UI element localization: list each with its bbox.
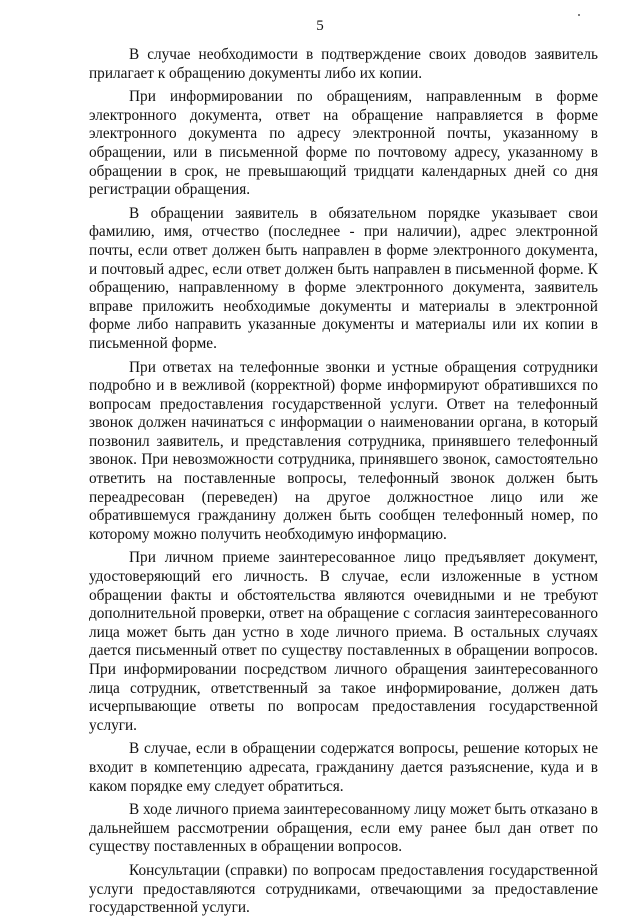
paragraph-7: В ходе личного приема заинтересованному лицу может быть отказано в дальнейшем рассмотрении обращения, если ему ранее был дан ответ по существу поставленных в обращении вопросов. [89, 801, 598, 856]
body-text [89, 46, 598, 923]
paragraph-6: В случае, если в обращении содержатся вопросы, решение которых не входит в компетенцию адресата, гражданину дается разъяснение, куда и в каком порядке ему следует обратиться. [89, 740, 598, 795]
paragraph-4: При ответах на телефонные звонки и устные обращения сотрудники подробно и в вежливой (корректной) форме информируют обратившихся по вопросам предоставления государственной услуги. Ответ на телефонный звонок должен начинаться с информации о наименовании органа, в который позвонил заявитель, и представления сотрудника, принявшего телефонный звонок. При невозможности сотрудника, принявшего звонок, самостоятельно ответить на поставленные вопросы, телефонный звонок должен быть переадресован (переведен) на другое должностное лицо или же обратившемуся гражданину должен быть сообщен телефонный номер, по которому можно получить необходимую информацию. [89, 358, 598, 543]
scan-speck [578, 14, 580, 16]
paragraph-3: В обращении заявитель в обязательном порядке указывает свои фамилию, имя, отчество (последнее - при наличии), адрес электронной почты, если ответ должен быть направлен в форме электронного документа, и почтовый адрес, если ответ должен быть направлен в письменной форме. К обращению, направленному в форме электронного документа, заявитель вправе приложить необходимые документы и материалы в электронной форме либо направить указанные документы и материалы или их копии в письменной форме. [89, 204, 598, 352]
paragraph-1: В случае необходимости в подтверждение своих доводов заявитель прилагает к обращению документы либо их копии. [89, 46, 598, 82]
paragraph-8: Консультации (справки) по вопросам предоставления государственной услуги предоставляются сотрудниками, отвечающими за предоставление государственной услуги. [89, 861, 598, 917]
paragraph-2: При информировании по обращениям, направленным в форме электронного документа, ответ на обращение направляется в форме электронного документа по адресу электронной почты, указанному в обращении, или в письменной форме по почтовому адресу, указанному в обращении в срок, не превышающий тридцати календарных дней со дня регистрации обращения. [89, 88, 598, 199]
page-number: 5 [316, 18, 324, 34]
paragraph-5: При личном приеме заинтересованное лицо предъявляет документ, удостоверяющий его личность. В случае, если изложенные в устном обращении факты и обстоятельства являются очевидными и не требуют дополнительной проверки, ответ на обращение с согласия заинтересованного лица может быть дан устно в ходе личного приема. В остальных случаях дается письменный ответ по существу поставленных в обращении вопросов. При информировании посредством личного обращения заинтересованного лица сотрудник, ответственный за такое информирование, должен дать исчерпывающие ответы по вопросам предоставления государственной услуги. [89, 549, 598, 734]
